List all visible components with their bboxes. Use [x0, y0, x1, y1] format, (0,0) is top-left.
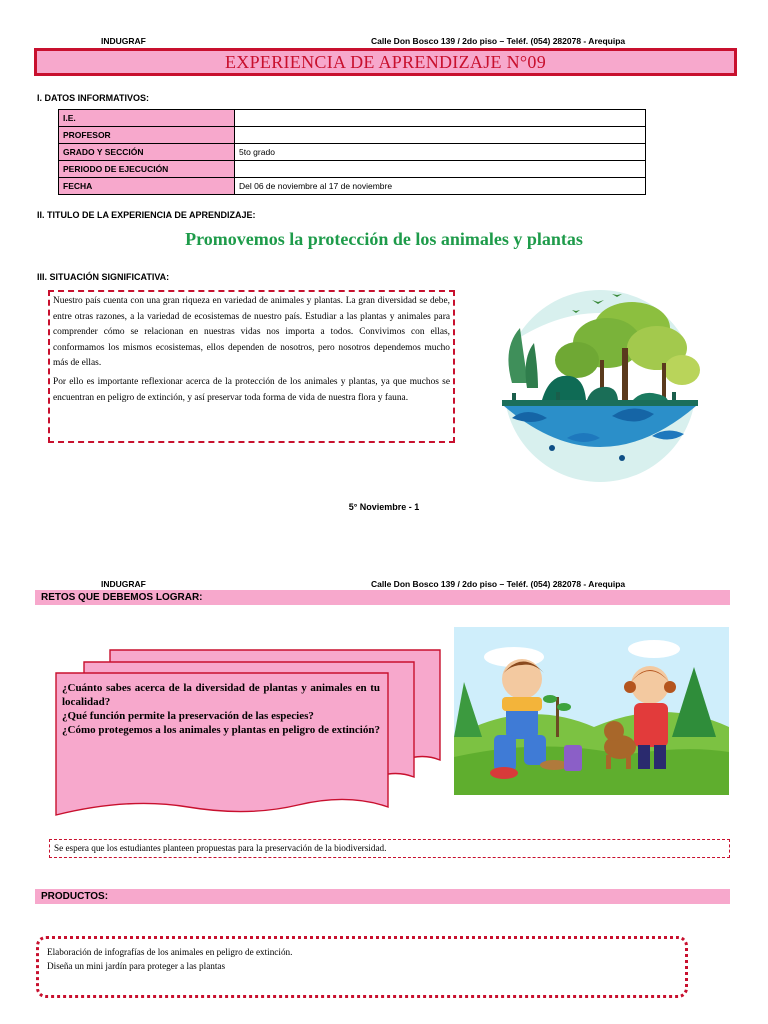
row-value: Del 06 de noviembre al 17 de noviembre: [235, 178, 646, 195]
reto-question: ¿Cuánto sabes acerca de la diversidad de plantas y animales en tu localidad?: [62, 682, 380, 708]
row-value: [235, 161, 646, 178]
section-1-heading: I. DATOS INFORMATIVOS:: [37, 93, 149, 103]
document-title: EXPERIENCIA DE APRENDIZAJE N°09: [225, 51, 546, 72]
page-footer: 5° Noviembre - 1: [348, 502, 420, 512]
section-2-heading: II. TITULO DE LA EXPERIENCIA DE APRENDIZAJE:: [37, 210, 256, 220]
header-address-2: Calle Don Bosco 139 / 2do piso – Teléf. (054) 282078 - Arequipa: [371, 579, 626, 589]
ecosystem-illustration: [472, 288, 729, 482]
productos-box: [36, 936, 688, 998]
table-row: [59, 144, 646, 161]
table-row: [59, 178, 646, 195]
situation-box: [48, 290, 455, 443]
experience-title: Promovemos la protección de los animales y plantas: [185, 229, 583, 249]
situation-paragraph-2: Por ello es importante reflexionar acerca de la protección de los animales y plantas, ya que muchos se encuentran en peligro de extinción, y así preservar toda forma de vida de nuestra flora y fauna.: [53, 376, 450, 403]
reto-question: ¿Qué función permite la preservación de las especies?: [62, 710, 314, 722]
row-value: [235, 127, 646, 144]
row-label: I.E.: [59, 110, 235, 127]
row-value: [235, 110, 646, 127]
producto-item: Elaboración de infografías de los animales en peligro de extinción.: [47, 947, 293, 957]
row-label: PROFESOR: [59, 127, 235, 144]
row-label: GRADO Y SECCIÓN: [59, 144, 235, 161]
situation-paragraph-1: Nuestro país cuenta con una gran riqueza en variedad de animales y plantas. La gran diversidad se debe, entre otras razones, a la variedad de ecosistemas de nuestro país. Estudiar a las plantas y animales para comprender cómo se relacionan en nuestras vidas nos importa a todos. Convivimos con ellas, conformamos los mismos ecosistemas, ellos dependen de nosotros, pero nosotros dependemos mucho más de ellas.: [53, 296, 450, 369]
kids-planting-illustration: [454, 627, 729, 795]
productos-heading: PRODUCTOS:: [35, 889, 730, 904]
info-table: [58, 109, 646, 195]
header-company: INDUGRAF: [101, 36, 146, 46]
document-title-box: [34, 48, 737, 76]
retos-heading: RETOS QUE DEBEMOS LOGRAR:: [35, 590, 730, 605]
retos-questions: [62, 681, 380, 737]
table-row: [59, 127, 646, 144]
producto-item: Diseña un mini jardín para proteger a las plantas: [47, 961, 226, 971]
row-value: 5to grado: [235, 144, 646, 161]
reto-question: ¿Cómo protegemos a los animales y plantas en peligro de extinción?: [62, 724, 380, 736]
expectation-box: [49, 839, 730, 858]
expectation-text: Se espera que los estudiantes planteen propuestas para la preservación de la biodiversidad.: [54, 843, 387, 853]
header-company-2: INDUGRAF: [101, 579, 146, 589]
table-row: [59, 161, 646, 178]
section-3-heading: III. SITUACIÓN SIGNIFICATIVA:: [37, 272, 170, 282]
row-label: PERIODO DE EJECUCIÓN: [59, 161, 235, 178]
header-address: Calle Don Bosco 139 / 2do piso – Teléf. (054) 282078 - Arequipa: [371, 36, 626, 46]
row-label: FECHA: [59, 178, 235, 195]
table-row: [59, 110, 646, 127]
